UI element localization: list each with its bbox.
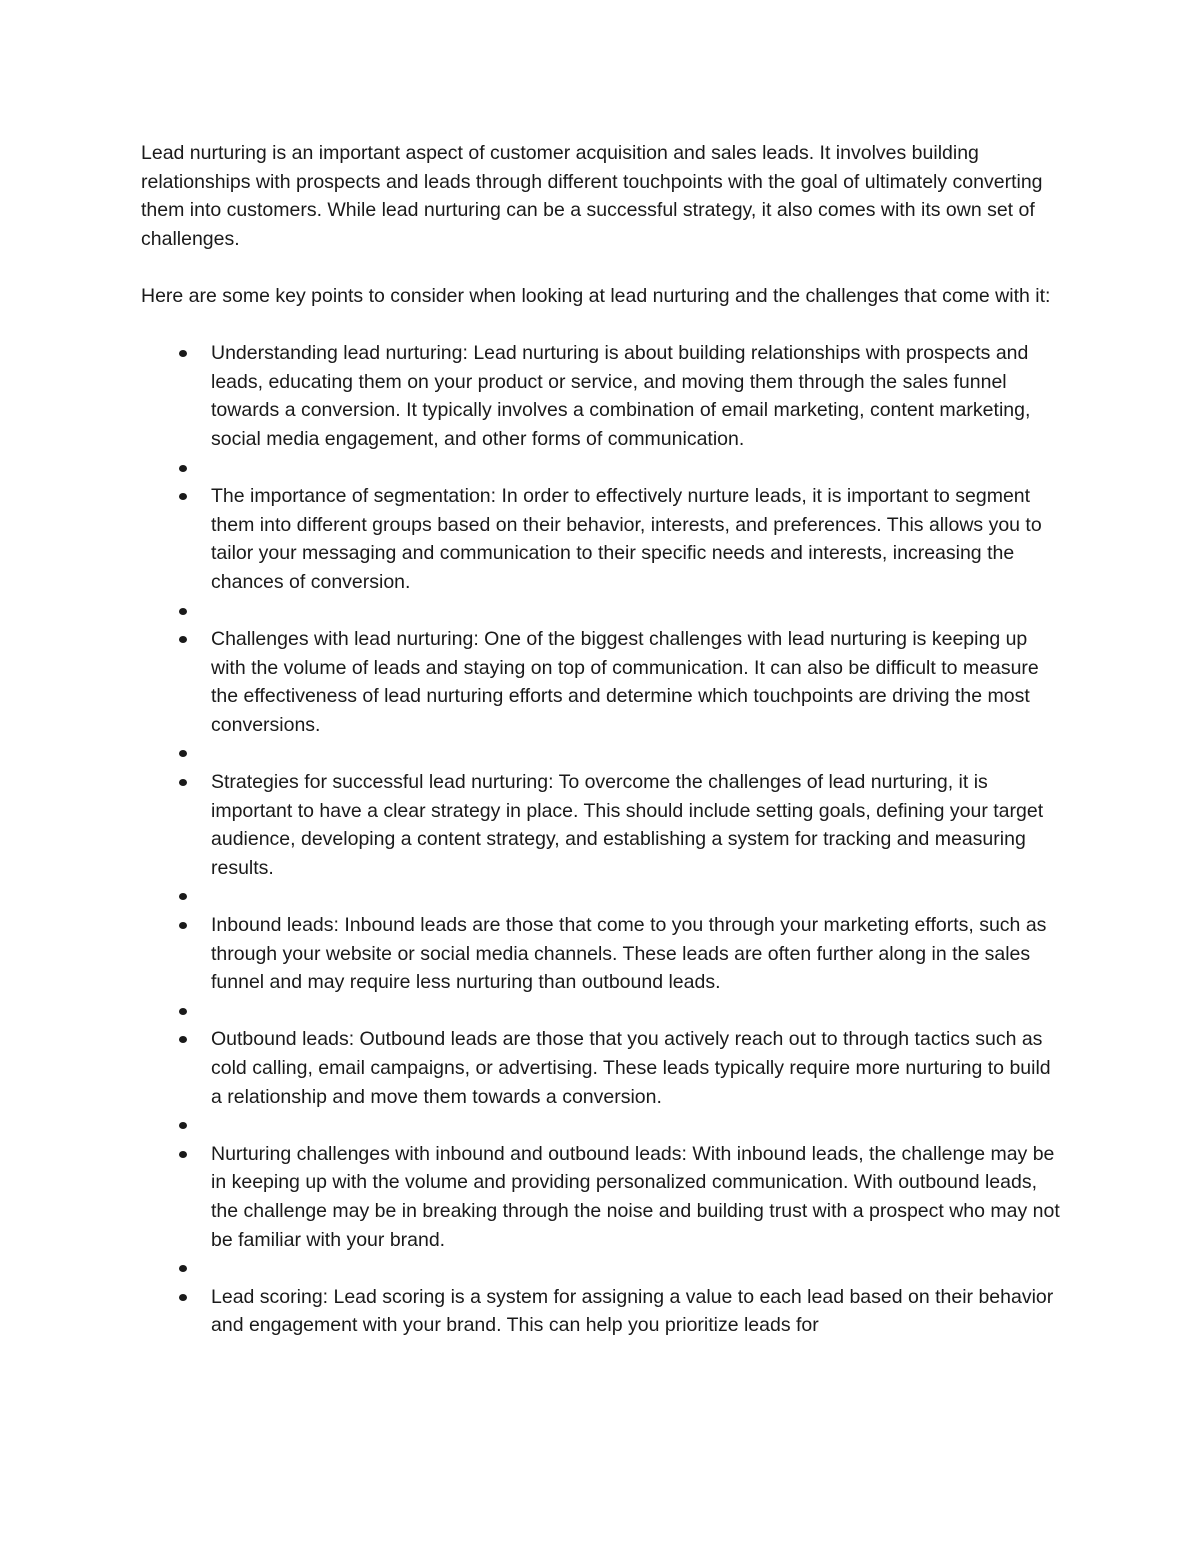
bullet-icon <box>179 350 187 357</box>
list-item <box>141 1283 1066 1340</box>
bullet-icon <box>179 608 187 615</box>
document-body <box>141 139 1066 1340</box>
bullet-icon <box>179 493 187 500</box>
bullet-icon <box>179 893 187 900</box>
bullet-icon <box>179 922 187 929</box>
list-item-text: Challenges with lead nurturing: One of the biggest challenges with lead nurturing is keeping up with the volume of leads and staying on top of communication. It can also be difficult to measure the effectiveness of lead nurturing efforts and determine which touchpoints are driving the most conversions. <box>211 628 1039 736</box>
bullet-icon <box>179 779 187 786</box>
list-item <box>141 882 1066 911</box>
bullet-icon <box>179 1294 187 1301</box>
bullet-icon <box>179 1265 187 1272</box>
list-item-text: Nurturing challenges with inbound and outbound leads: With inbound leads, the challenge may be in keeping up with the volume and providing personalized communication. With outbound leads, the challenge may be in breaking through the noise and building trust with a prospect who may not be familiar with your brand. <box>211 1142 1060 1251</box>
bullet-icon <box>179 1151 187 1158</box>
list-item <box>141 597 1066 626</box>
bullet-icon <box>179 1122 187 1129</box>
bullet-icon <box>179 1036 187 1043</box>
bullet-icon <box>179 750 187 757</box>
list-item <box>141 997 1066 1026</box>
list-item <box>141 1111 1066 1140</box>
list-item-text: The importance of segmentation: In order to effectively nurture leads, it is important to segment them into different groups based on their behavior, interests, and preferences. This allows you to tailor your messaging and communication to their specific needs and interests, increasing the chances of conversion. <box>211 485 1042 593</box>
list-item <box>141 768 1066 882</box>
list-item <box>141 454 1066 483</box>
list-item <box>141 911 1066 997</box>
list-item-text: Strategies for successful lead nurturing: To overcome the challenges of lead nurturing, it is important to have a clear strategy in place. This should include setting goals, defining your target audience, developing a content strategy, and establishing a system for tracking and measuring results. <box>211 771 1044 879</box>
list-item <box>141 1025 1066 1111</box>
intro-paragraph: Lead nurturing is an important aspect of customer acquisition and sales leads. It involves building relationships with prospects and leads through different touchpoints with the goal of ultimately converting them into customers. While lead nurturing can be a successful strategy, it also comes with its own set of challenges. <box>141 142 1043 250</box>
list-item <box>141 339 1066 453</box>
key-points-list <box>141 339 1066 1340</box>
list-item <box>141 482 1066 596</box>
bullet-icon <box>179 1008 187 1015</box>
lead-in-paragraph: Here are some key points to consider when looking at lead nurturing and the challenges that come with it: <box>141 284 1051 307</box>
list-item-text: Lead scoring: Lead scoring is a system for assigning a value to each lead based on their behavior and engagement with your brand. This can help you prioritize leads for <box>211 1285 1054 1337</box>
bullet-icon <box>179 636 187 643</box>
list-item <box>141 1140 1066 1254</box>
list-item <box>141 1254 1066 1283</box>
list-item-text: Understanding lead nurturing: Lead nurturing is about building relationships with prospects and leads, educating them on your product or service, and moving them through the sales funnel towards a conversion. It typically involves a combination of email marketing, content marketing, social media engagement, and other forms of communication. <box>211 342 1031 450</box>
list-item-text: Outbound leads: Outbound leads are those that you actively reach out to through tactics such as cold calling, email campaigns, or advertising. These leads typically require more nurturing to build a relationship and move them towards a conversion. <box>211 1028 1051 1108</box>
list-item <box>141 739 1066 768</box>
bullet-icon <box>179 465 187 472</box>
list-item <box>141 625 1066 739</box>
list-item-text: Inbound leads: Inbound leads are those that come to you through your marketing efforts, such as through your website or social media channels. These leads are often further along in the sales funnel and may require less nurturing than outbound leads. <box>211 914 1047 994</box>
